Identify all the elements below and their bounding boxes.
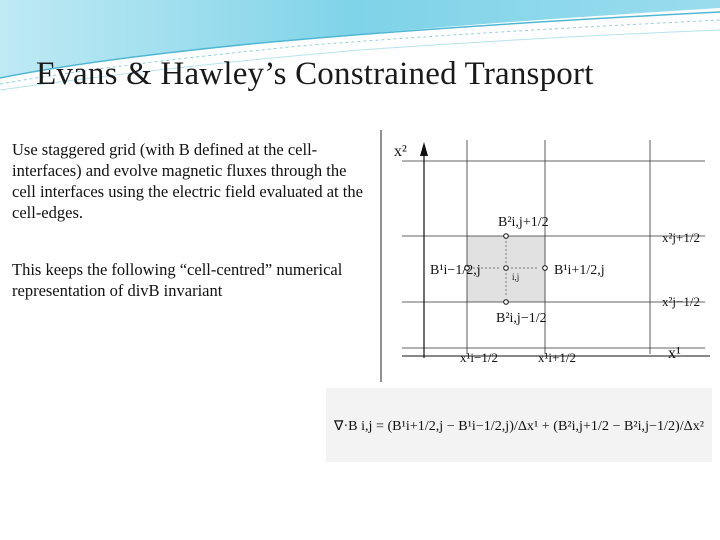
label-x2-j-minus: x²j−1/2 bbox=[662, 294, 700, 309]
label-x1-i-plus: x¹i+1/2 bbox=[538, 350, 576, 365]
label-b2-top: B²i,j+1/2 bbox=[498, 215, 549, 230]
label-b2-bottom: B²i,j−1/2 bbox=[496, 311, 547, 326]
axis-x1-label: x¹ bbox=[668, 345, 681, 362]
label-cell-center: i,j bbox=[512, 272, 520, 282]
formula-text: ∇·B i,j = (B¹i+1/2,j − B¹i−1/2,j)/Δx¹ + (B²i,j+1/2 − B²i,j−1/2)/Δx² bbox=[332, 418, 704, 433]
staggered-grid-diagram bbox=[380, 126, 720, 384]
label-x1-i-minus: x¹i−1/2 bbox=[460, 350, 498, 365]
paragraph-div-invariant: This keeps the following “cell-centred” numerical representation of divB invariant bbox=[12, 260, 343, 300]
label-x2-j-plus: x²j+1/2 bbox=[662, 230, 700, 245]
slide-title: Evans & Hawley’s Constrained Transport bbox=[36, 56, 594, 92]
label-b1-left: B¹i−1/2,j bbox=[430, 263, 481, 278]
paragraph-staggered-grid: Use staggered grid (with B defined at the cell-interfaces) and evolve magnetic fluxes through the cell interfaces using the electric field evaluated at the cell-edges. bbox=[12, 140, 363, 222]
b1-right-point bbox=[543, 266, 548, 271]
divergence-formula bbox=[326, 388, 712, 462]
b2-top-point bbox=[504, 234, 509, 239]
label-b1-right: B¹i+1/2,j bbox=[554, 263, 605, 278]
b2-bottom-point bbox=[504, 300, 509, 305]
axis-x2-label: x² bbox=[394, 143, 407, 160]
x2-axis-arrowhead bbox=[420, 142, 428, 156]
cell-center-point bbox=[504, 266, 509, 271]
